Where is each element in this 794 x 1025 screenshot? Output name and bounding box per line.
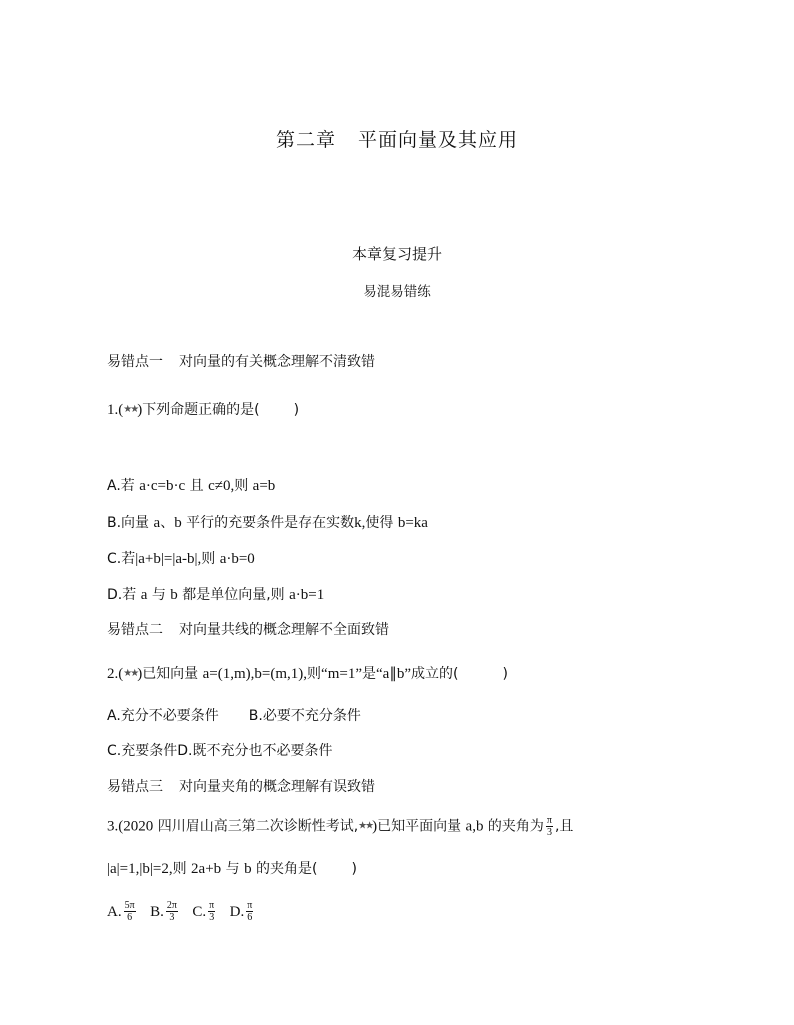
error-point-text: 对向量共线的概念理解不全面致错 [179,622,389,638]
question-1-option-a: A.若 a·c=b·c 且 c≠0,则 a=b [107,478,276,494]
option-d: D. $\frac{\pi}{6}$ [229,900,253,923]
question-2-options-row-2 [107,740,332,760]
error-point-text: 对向量夹角的概念理解有误致错 [179,779,375,795]
question-2-stem: 2.(★★)已知向量 a=(1,m),b=(m,1),则“m=1”是“a∥b”成立的( ) [107,666,508,682]
chapter-title [0,125,794,152]
question-1-option-c: C.若|a+b|=|a-b|,则 a·b=0 [107,551,255,567]
question-3-options [107,900,255,923]
difficulty-stars-icon: ★★ [123,668,138,679]
error-point-text: 对向量的有关概念理解不清致错 [179,354,375,370]
question-2-options-row-1 [107,705,361,725]
option-c: C. $\frac{\pi}{3}$ [192,900,215,923]
question-3-stem-line-2: |a|=1,|b|=2,则 2a+b 与 b 的夹角是( ) [107,861,357,877]
option-d: D.既不充分也不必要条件 [177,743,333,759]
chapter-number: 第二章 [275,129,336,151]
option-a: A.充分不必要条件 [107,708,219,724]
section-title: 本章复习提升 [351,245,442,263]
error-point-1-heading [107,351,375,371]
error-point-label: 易错点二 [107,622,163,638]
error-point-2-heading [107,619,389,639]
question-1-option-d: D.若 a 与 b 都是单位向量,则 a·b=1 [107,587,325,603]
question-1-option-b: B.向量 a、b 平行的充要条件是存在实数k,使得 b=ka [107,515,428,531]
option-a: A. $\frac{5\pi}{6}$ [107,900,135,923]
question-1-stem: 1.(★★)下列命题正确的是( ) [107,402,300,418]
subsection-title: 易混易错练 [363,284,431,300]
option-c: C.充要条件 [107,743,178,759]
angle-fraction: $\frac{\pi}{3}$ [546,815,552,838]
error-point-label: 易错点一 [107,354,163,370]
difficulty-stars-icon: ★★ [358,820,373,832]
option-b: B. $\frac{2\pi}{3}$ [150,900,177,923]
question-3-stem-line-1: 3.(2020 四川眉山高三第二次诊断性考试,★★)已知平面向量 a,b 的夹角为 $\frac{\pi}{3}$ ,且 [107,815,574,838]
option-b: B.必要不充分条件 [248,708,361,724]
error-point-label: 易错点三 [107,779,163,795]
chapter-name: 平面向量及其应用 [358,129,519,151]
difficulty-stars-icon: ★★ [123,404,138,415]
error-point-3-heading [107,776,375,796]
